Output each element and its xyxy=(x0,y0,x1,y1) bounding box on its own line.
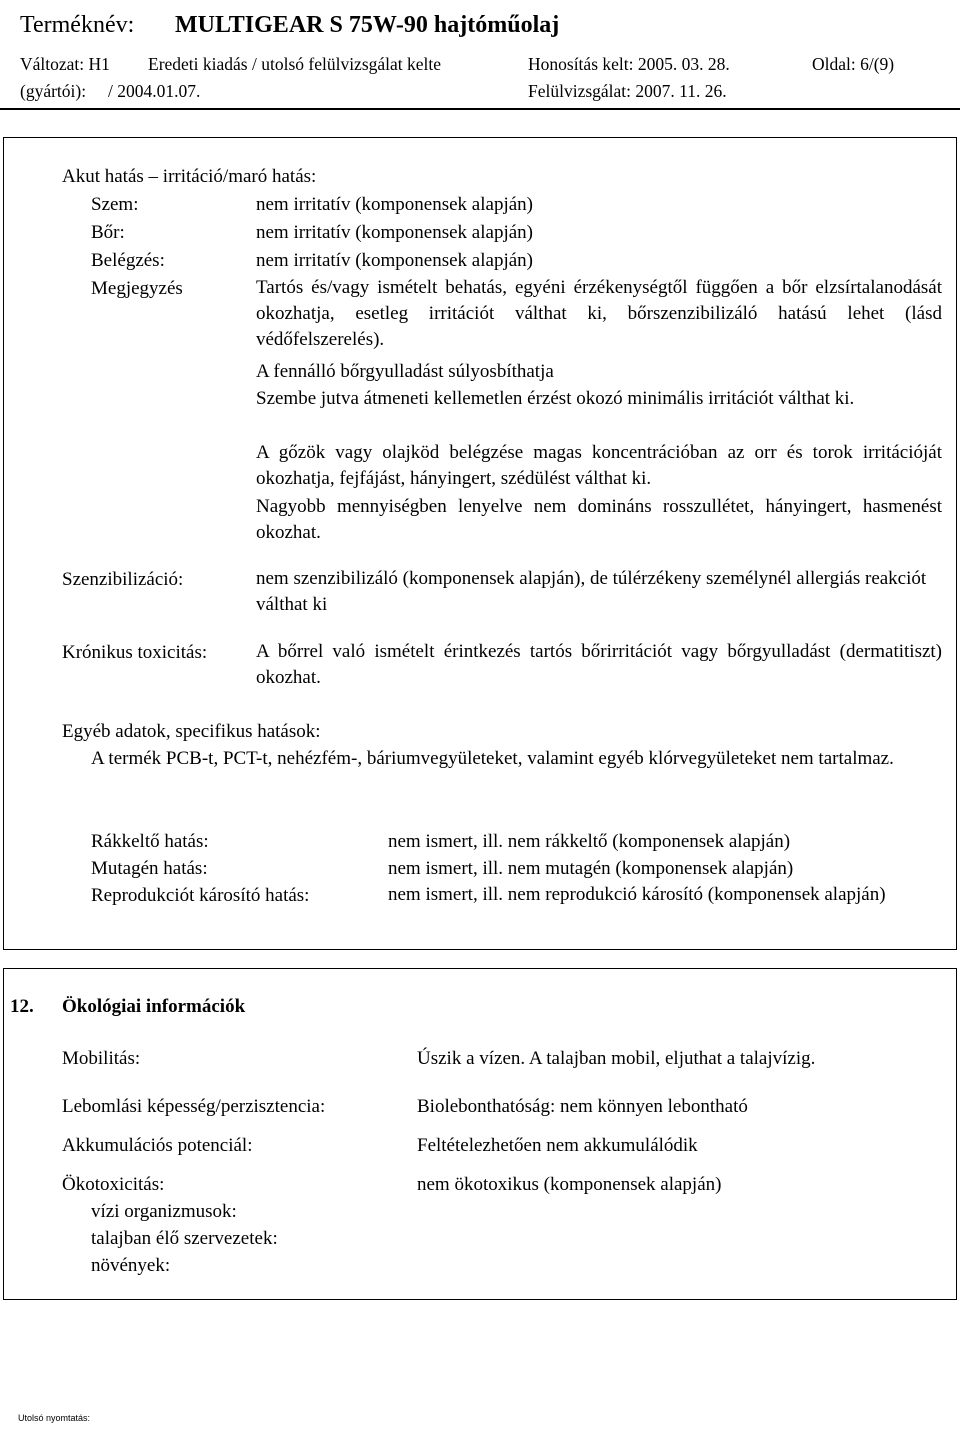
sensitization-value: nem szenzibilizáló (komponensek alapján), de túlérzékeny személynél allergiás reakciót válthat ki xyxy=(256,568,927,615)
ecotoxicity-value: nem ökotoxikus (komponensek alapján) xyxy=(417,1174,722,1195)
note-paragraph-1: Tartós és/vagy ismételt behatás, egyéni érzékenységtől függően a bőr elzsírtalanodását okozhatja, esetleg irritációt válthat ki, bőrszenzibilizáló hatású lehet (lásd védőfelszerelés). xyxy=(256,277,942,350)
aquatic-organisms-label: vízi organizmusok: xyxy=(91,1201,237,1222)
accumulation-value: Feltételezhetően nem akkumulálódik xyxy=(417,1135,698,1156)
skin-label: Bőr: xyxy=(91,222,125,243)
section-title: Ökológiai információk xyxy=(62,996,246,1017)
soil-organisms-label: talajban élő szervezetek: xyxy=(91,1228,278,1249)
reproductive-label: Reprodukciót károsító hatás: xyxy=(91,885,310,906)
inhalation-label: Belégzés: xyxy=(91,250,165,271)
mobility-value: Úszik a vízen. A talajban mobil, eljuthat a talajvízig. xyxy=(417,1048,816,1069)
mutagenic-value: nem ismert, ill. nem mutagén (komponensek alapján) xyxy=(388,858,794,879)
variant: Változat: H1 xyxy=(20,54,110,74)
header-divider xyxy=(0,108,960,110)
skin-value: nem irritatív (komponensek alapján) xyxy=(256,222,533,243)
edition-label: Eredeti kiadás / utolsó felülvizsgálat kelte xyxy=(148,54,442,74)
note-paragraph-3: Szembe jutva átmeneti kellemetlen érzést okozó minimális irritációt válthat ki. xyxy=(256,388,855,409)
carcinogenic-label: Rákkeltő hatás: xyxy=(91,831,209,852)
section-number: 12. xyxy=(10,996,34,1017)
product-name-label: Terméknév: xyxy=(20,12,135,38)
last-print-label: Utolsó nyomtatás: xyxy=(18,1413,91,1423)
note-paragraph-4: A gőzök vagy olajköd belégzése magas koncentrációban az orr és torok irritációját okozhatja, fejfájást, hányingert, szédülést válthat ki. xyxy=(256,442,942,489)
chronic-value: A bőrrel való ismételt érintkezés tartós bőrirritációt vagy bőrgyulladást (dermatitiszt) okozhat. xyxy=(256,641,942,688)
accumulation-label: Akkumulációs potenciál: xyxy=(62,1135,253,1156)
reproductive-value: nem ismert, ill. nem reprodukció károsító (komponensek alapján) xyxy=(388,884,886,905)
note-paragraph-5: Nagyobb mennyiségben lenyelve nem domináns rosszullétet, hányingert, hasmenést okozhat. xyxy=(256,496,942,543)
other-text: A termék PCB-t, PCT-t, nehézfém-, báriumvegyületeket, valamint egyéb klórvegyületeket nem tartalmaz. xyxy=(91,748,894,769)
edition-date: (gyártói): / 2004.01.07. xyxy=(20,81,201,101)
note-paragraph-2: A fennálló bőrgyulladást súlyosbíthatja xyxy=(256,361,554,382)
mutagenic-label: Mutagén hatás: xyxy=(91,858,208,879)
acute-heading: Akut hatás – irritáció/maró hatás: xyxy=(62,166,317,187)
product-name: MULTIGEAR S 75W-90 hajtóműolaj xyxy=(175,12,560,38)
note-label: Megjegyzés xyxy=(91,278,183,299)
review-date: Felülvizsgálat: 2007. 11. 26. xyxy=(528,81,727,101)
eye-value: nem irritatív (komponensek alapján) xyxy=(256,194,533,215)
page-number: Oldal: 6/(9) xyxy=(812,54,895,74)
approval-date: Honosítás kelt: 2005. 03. 28. xyxy=(528,54,730,74)
degradability-value: Biolebonthatóság: nem könnyen lebontható xyxy=(417,1096,748,1117)
chronic-label: Krónikus toxicitás: xyxy=(62,642,208,663)
inhalation-value: nem irritatív (komponensek alapján) xyxy=(256,250,533,271)
mobility-label: Mobilitás: xyxy=(62,1048,141,1069)
degradability-label: Lebomlási képesség/perzisztencia: xyxy=(62,1096,326,1117)
carcinogenic-value: nem ismert, ill. nem rákkeltő (komponensek alapján) xyxy=(388,831,791,852)
other-heading: Egyéb adatok, specifikus hatások: xyxy=(62,721,321,742)
sensitization-label: Szenzibilizáció: xyxy=(62,569,184,590)
plants-label: növények: xyxy=(91,1255,171,1276)
ecotoxicity-label: Ökotoxicitás: xyxy=(62,1174,165,1195)
eye-label: Szem: xyxy=(91,194,139,215)
